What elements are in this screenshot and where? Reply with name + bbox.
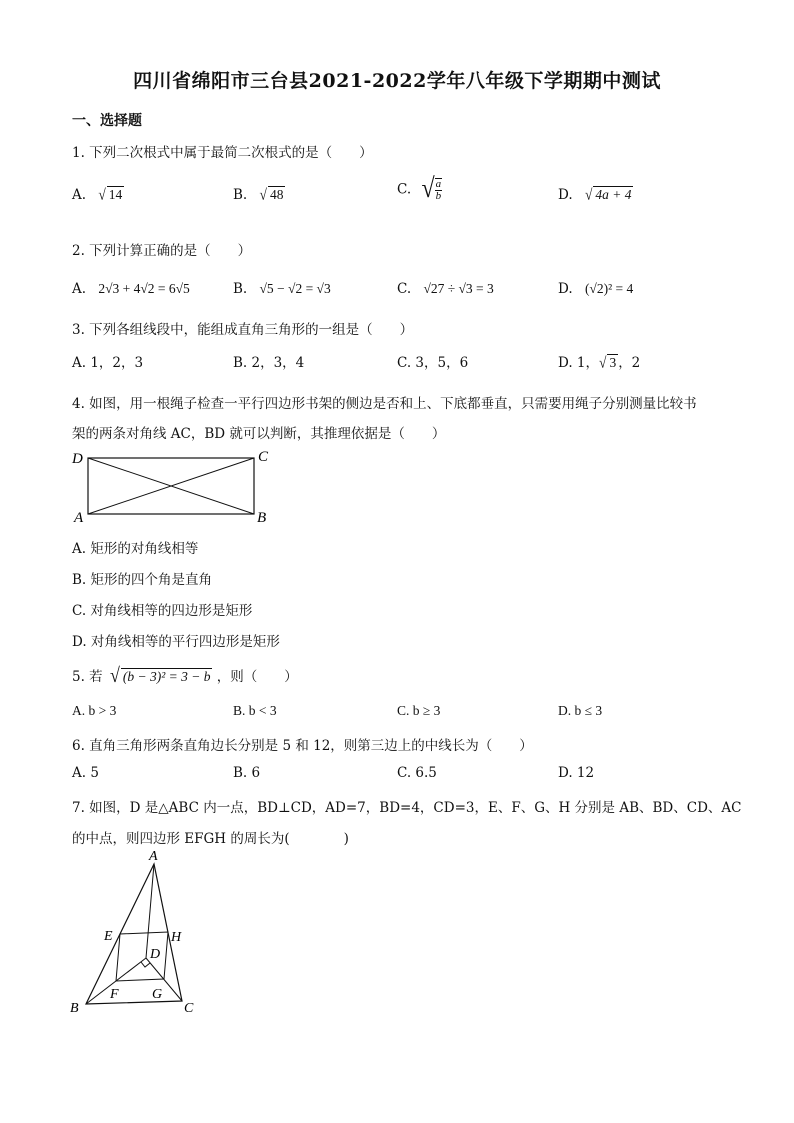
question-4-stem-line-1: 4. 如图，用一根绳子检查一平行四边形书架的侧边是否和上、下底都垂直，只需要用绳子分别测量比较书 — [72, 396, 697, 412]
question-7-stem-line-2: 的中点，则四边形 EFGH 的周长为( ) — [72, 831, 349, 847]
question-5-option-d[interactable]: D. b ≤ 3 — [558, 703, 603, 718]
question-4-stem-line-2: 架的两条对角线 AC，BD 就可以判断，其推理依据是（ ） — [72, 426, 446, 442]
question-1-option-b[interactable]: B. √ 48 — [233, 185, 284, 204]
rectangle-bookshelf-figure — [70, 446, 280, 526]
question-6-option-d[interactable]: D. 12 — [558, 765, 595, 781]
page-title: 四川省绵阳市三台县2021-2022学年八年级下学期期中测试 — [133, 70, 661, 92]
option-expression: √5 − √2 = √3 — [259, 281, 331, 296]
vertex-label-g: G — [152, 987, 163, 1002]
fraction-numerator: a — [435, 177, 442, 190]
question-1-option-a[interactable]: A. √ 14 — [72, 185, 123, 204]
question-2-stem: 2. 下列计算正确的是（ ） — [72, 243, 252, 259]
right-angle-mark — [141, 962, 150, 967]
option-expression: 2√3 + 4√2 = 6√5 — [98, 281, 190, 296]
question-3-option-c[interactable]: C. 3，5，6 — [397, 355, 469, 371]
question-3-stem: 3. 下列各组线段中，能组成直角三角形的一组是（ ） — [72, 322, 414, 338]
section-heading: 一、选择题 — [72, 113, 142, 129]
question-4-option-d[interactable]: D. 对角线相等的平行四边形是矩形 — [72, 634, 280, 650]
radicand: 4a + 4 — [595, 187, 632, 202]
quadrilateral-efgh — [116, 932, 168, 981]
question-4-option-c[interactable]: C. 对角线相等的四边形是矩形 — [72, 603, 253, 619]
stem-expression: (b − 3)² = 3 − b — [122, 669, 211, 684]
question-6-stem: 6. 直角三角形两条直角边长分别是 5 和 12，则第三边上的中线长为（ ） — [72, 738, 533, 754]
vertex-label-a: A — [149, 849, 158, 864]
option-label: B. — [233, 281, 248, 297]
triangle-abc-figure — [66, 846, 206, 1018]
question-1-stem: 1. 下列二次根式中属于最简二次根式的是（ ） — [72, 145, 373, 161]
question-3-option-b[interactable]: B. 2，3，4 — [233, 355, 305, 371]
vertex-label-f: F — [110, 987, 119, 1002]
question-7-stem-line-1: 7. 如图，D 是△ABC 内一点，BD⊥CD，AD=7，BD=4，CD=3，E、F、G、H 分别是 AB、BD、CD、AC — [72, 800, 742, 816]
vertex-label-c: C — [184, 1001, 194, 1016]
question-4-option-a[interactable]: A. 矩形的对角线相等 — [72, 541, 199, 557]
question-6-option-c[interactable]: C. 6.5 — [397, 765, 437, 781]
option-label: D. 1， — [558, 355, 600, 371]
question-1-option-c[interactable]: C. √ $\frac{a}{b}$ — [397, 173, 442, 204]
option-expression: √27 ÷ √3 = 3 — [423, 281, 494, 296]
question-3-option-a[interactable]: A. 1，2，3 — [72, 355, 144, 371]
question-5-stem: 5. 若 √ (b − 3)² = 3 − b ，则（ ） — [72, 663, 298, 687]
option-label: C. — [397, 281, 412, 297]
vertex-label-b: B — [257, 510, 267, 526]
question-5-option-c[interactable]: C. b ≥ 3 — [397, 703, 441, 718]
question-5-option-b[interactable]: B. b < 3 — [233, 703, 277, 718]
option-label: A. — [72, 281, 87, 297]
option-label: D. — [558, 187, 573, 203]
option-label: A. — [72, 187, 87, 203]
vertex-label-e: E — [104, 929, 113, 944]
vertex-label-d: D — [72, 451, 83, 467]
question-2-option-a[interactable] — [72, 281, 190, 297]
question-2-option-b[interactable] — [233, 281, 331, 297]
question-6-option-b[interactable]: B. 6 — [233, 765, 261, 781]
radicand: 14 — [108, 187, 123, 202]
radicand: 48 — [269, 187, 284, 202]
stem-prefix: 5. 若 — [72, 669, 103, 685]
vertex-label-b: B — [70, 1001, 79, 1016]
option-label: B. — [233, 187, 248, 203]
fraction-denominator: b — [435, 189, 442, 202]
question-3-option-d[interactable]: D. 1，√ 3 ，2 — [558, 353, 641, 372]
question-6-option-a[interactable]: A. 5 — [72, 765, 99, 781]
vertex-label-h: H — [171, 930, 182, 945]
question-2-option-c[interactable] — [397, 281, 494, 297]
stem-suffix: ，则（ ） — [216, 669, 298, 685]
question-2-option-d[interactable] — [558, 281, 633, 297]
option-expression: (√2)² = 4 — [584, 281, 634, 296]
option-tail: ，2 — [618, 355, 641, 371]
option-label: C. — [397, 181, 412, 198]
question-4-option-b[interactable]: B. 矩形的四个角是直角 — [72, 572, 213, 588]
radicand: 3 — [609, 355, 617, 370]
option-label: D. — [558, 281, 573, 297]
vertex-label-c: C — [258, 449, 269, 465]
question-5-option-a[interactable]: A. b > 3 — [72, 703, 117, 718]
question-1-option-d[interactable]: D. √ 4a + 4 — [558, 185, 632, 204]
vertex-label-a: A — [74, 510, 84, 526]
vertex-label-d: D — [150, 947, 161, 962]
